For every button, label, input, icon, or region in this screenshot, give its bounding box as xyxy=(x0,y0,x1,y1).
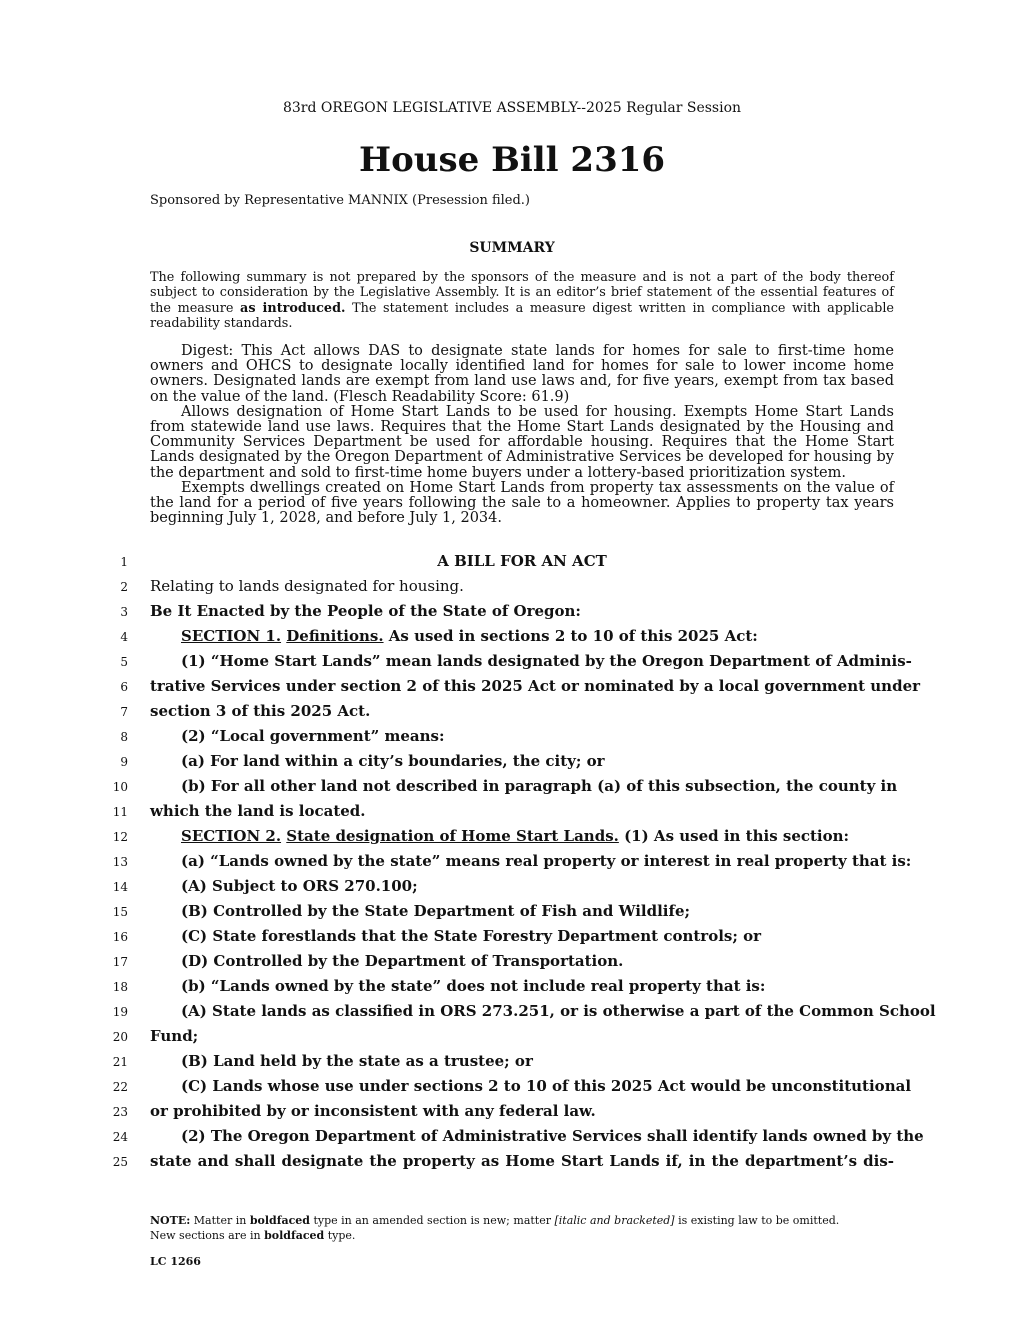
bill-line-text xyxy=(150,627,894,645)
bill-line-text xyxy=(150,827,894,845)
line-number: 7 xyxy=(120,705,128,719)
summary-intro xyxy=(150,270,894,332)
footer-note xyxy=(150,1213,894,1243)
line-number: 12 xyxy=(112,830,128,844)
bill-line-text: A BILL FOR AN ACT xyxy=(437,552,607,570)
line-number: 18 xyxy=(112,980,128,994)
bill-line xyxy=(0,875,1024,900)
bill-line xyxy=(0,725,1024,750)
bill-line-text: which the land is located. xyxy=(150,802,366,820)
lc-number: LC 1266 xyxy=(150,1255,201,1268)
bill-line-text: (b) “Lands owned by the state” does not include real property that is: xyxy=(181,977,766,995)
digest xyxy=(150,344,894,526)
note-text: type. xyxy=(324,1229,356,1242)
bill-line-text: (b) For all other land not described in paragraph (a) of this subsection, the county in xyxy=(181,777,898,795)
bill-line xyxy=(0,825,1024,850)
bill-line xyxy=(0,1075,1024,1100)
bill-line xyxy=(0,925,1024,950)
digest-paragraph: Allows designation of Home Start Lands to be used for housing. Exempts Home Start Lands from statewide land use laws. Requires that the Home Start Lands designated by the Housing and Community Services Department be used for affordable housing. Requires that the Home Start Lands designated by the Oregon Department of Administrative Services be developed for housing by the department and sold to first-time home buyers under a lottery-based prioritization system. xyxy=(150,403,894,481)
bill-line xyxy=(0,1025,1024,1050)
bill-line xyxy=(0,550,1024,575)
bill-line-text: Fund; xyxy=(150,1027,199,1045)
summary-intro-text: The following summary is not prepared by the sponsors of the measure and is not a part of the body thereof subject to consideration by the Legislative Assembly. It is an editor’s brief statement of the essential features of the measure xyxy=(150,270,894,316)
summary-intro-bold: as introduced. xyxy=(240,300,346,316)
note-bold: boldfaced xyxy=(249,1214,310,1227)
digest-paragraph: Exempts dwellings created on Home Start Lands from property tax assessments on the value of the land for a period of five years following the sale to a homeowner. Applies to property tax years beginning July 1, 2028, and before July 1, 2034. xyxy=(150,479,894,527)
bill-line xyxy=(0,800,1024,825)
bill-line xyxy=(0,1000,1024,1025)
bill-line xyxy=(0,950,1024,975)
line-number: 10 xyxy=(112,780,128,794)
bill-line-text: (A) Subject to ORS 270.100; xyxy=(181,877,418,895)
bill-line xyxy=(0,850,1024,875)
bill-line xyxy=(0,1150,1024,1175)
bill-line xyxy=(0,700,1024,725)
line-number: 22 xyxy=(112,1080,128,1094)
bill-line-text: state and shall designate the property as Home Start Lands if, in the department’s dis- xyxy=(150,1152,894,1170)
bill-line-text: trative Services under section 2 of this 2025 Act or nominated by a local government under xyxy=(150,677,921,695)
bill-line-text: (C) Lands whose use under sections 2 to 10 of this 2025 Act would be unconstitutional xyxy=(181,1077,912,1095)
bill-line xyxy=(0,900,1024,925)
bill-line-text: Be It Enacted by the People of the State of Oregon: xyxy=(150,602,581,620)
note-text: is existing law to be omitted. xyxy=(674,1214,840,1227)
bill-line-text: Relating to lands designated for housing. xyxy=(150,577,464,595)
line-number: 19 xyxy=(112,1005,128,1019)
line-number: 20 xyxy=(112,1030,128,1044)
bill-line-text: or prohibited by or inconsistent with any federal law. xyxy=(150,1102,596,1120)
line-number: 21 xyxy=(112,1055,128,1069)
line-number: 1 xyxy=(120,555,128,569)
bill-line xyxy=(0,1050,1024,1075)
session-line: 83rd OREGON LEGISLATIVE ASSEMBLY--2025 Regular Session xyxy=(282,100,742,116)
note-label: NOTE: xyxy=(150,1214,191,1227)
bill-line xyxy=(0,675,1024,700)
line-number: 13 xyxy=(112,855,128,869)
line-number: 16 xyxy=(112,930,128,944)
section-heading: State designation of Home Start Lands. xyxy=(286,827,619,845)
bill-line-text: (a) For land within a city’s boundaries, the city; or xyxy=(181,752,605,770)
bill-line xyxy=(0,575,1024,600)
section-number: SECTION 1. xyxy=(181,627,282,645)
bill-line xyxy=(0,600,1024,625)
line-number: 4 xyxy=(120,630,128,644)
line-number: 11 xyxy=(112,805,128,819)
note-text: New sections are in xyxy=(150,1229,265,1242)
line-number: 25 xyxy=(112,1155,128,1169)
section-text: As used in sections 2 to 10 of this 2025 Act: xyxy=(383,627,758,645)
note-text: Matter in xyxy=(190,1214,250,1227)
line-number: 8 xyxy=(120,730,128,744)
bill-line-text: (B) Controlled by the State Department of Fish and Wildlife; xyxy=(181,902,691,920)
bill-line xyxy=(0,1100,1024,1125)
line-number: 5 xyxy=(120,655,128,669)
bill-line-text: section 3 of this 2025 Act. xyxy=(150,702,371,720)
section-text: (1) As used in this section: xyxy=(618,827,850,845)
line-number: 24 xyxy=(112,1130,128,1144)
note-italic: [italic and bracketed] xyxy=(554,1214,675,1227)
line-number: 2 xyxy=(120,580,128,594)
bill-line xyxy=(0,750,1024,775)
sponsor-line: Sponsored by Representative MANNIX (Presession filed.) xyxy=(150,193,531,208)
bill-line xyxy=(0,975,1024,1000)
line-number: 14 xyxy=(112,880,128,894)
line-number: 23 xyxy=(112,1105,128,1119)
summary-intro-text-end: The statement includes a measure digest written in compliance with applicable readability standards. xyxy=(150,300,894,332)
note-bold: boldfaced xyxy=(264,1229,325,1242)
bill-line xyxy=(0,625,1024,650)
note-text: type in an amended section is new; matter xyxy=(309,1214,555,1227)
digest-paragraph: Digest: This Act allows DAS to designate state lands for homes for sale to first-time home owners and OHCS to designate locally identified land for homes for sale to lower income home owners. Designated lands are exempt from land use laws and, for five years, exempt from tax based on the value of the land. (Flesch Readability Score: 61.9) xyxy=(150,343,894,405)
line-number: 17 xyxy=(112,955,128,969)
line-number: 15 xyxy=(112,905,128,919)
bill-line-text: (1) “Home Start Lands” mean lands designated by the Oregon Department of Adminis- xyxy=(181,652,912,670)
bill-line-text: (B) Land held by the state as a trustee; or xyxy=(181,1052,533,1070)
bill-line xyxy=(0,1125,1024,1150)
line-number: 3 xyxy=(120,605,128,619)
bill-line-text: (D) Controlled by the Department of Transportation. xyxy=(181,952,624,970)
bill-line xyxy=(0,775,1024,800)
section-heading: Definitions. xyxy=(286,627,384,645)
bill-line-text: (2) The Oregon Department of Administrative Services shall identify lands owned by the xyxy=(181,1127,924,1145)
line-number: 6 xyxy=(120,680,128,694)
section-number: SECTION 2. xyxy=(181,827,282,845)
bill-line xyxy=(0,650,1024,675)
bill-line-text: (2) “Local government” means: xyxy=(181,727,445,745)
bill-title: House Bill 2316 xyxy=(358,140,666,180)
bill-line-text: (C) State forestlands that the State Forestry Department controls; or xyxy=(181,927,762,945)
line-number: 9 xyxy=(120,755,128,769)
bill-line-text: (a) “Lands owned by the state” means real property or interest in real property that is: xyxy=(181,852,912,870)
summary-heading: SUMMARY xyxy=(469,240,555,256)
bill-line-text: (A) State lands as classified in ORS 273.251, or is otherwise a part of the Common School xyxy=(181,1002,936,1020)
